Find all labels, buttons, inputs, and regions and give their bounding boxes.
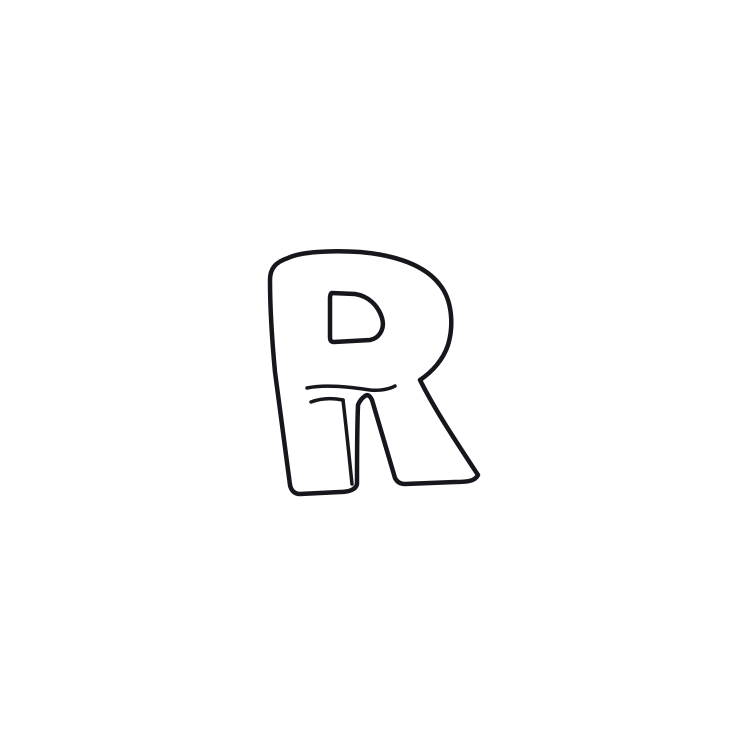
letter-r-outer-outline (270, 251, 478, 494)
letter-r-crease-upper (307, 386, 395, 390)
letter-r-left-leg-inner-edge (343, 400, 352, 484)
letter-r-crease-lower (311, 399, 343, 402)
letter-r-inner-counter (330, 293, 383, 342)
